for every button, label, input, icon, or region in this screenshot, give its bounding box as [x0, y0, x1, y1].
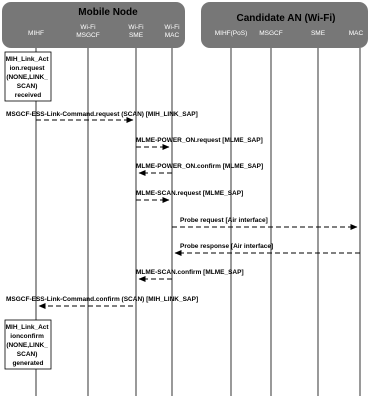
- label-power-on-request: MLME-POWER_ON.request [MLME_SAP]: [136, 137, 263, 144]
- message-arrows: [36, 120, 360, 306]
- label-link-command-request: MSGCF-ESS-Link-Command.request (SCAN) [MIH_LINK_SAP]: [6, 111, 198, 118]
- label-probe-response: Probe response [Air interface]: [180, 243, 274, 250]
- candidate-an-header: [201, 2, 368, 48]
- lane-label-mn-msgcf: Wi-Fi MSGCF: [76, 24, 100, 39]
- mobile-node-title: Mobile Node: [78, 7, 138, 18]
- lane-label-mn-mihf: MIHF: [28, 30, 44, 37]
- message-labels: [6, 111, 273, 303]
- label-scan-request: MLME-SCAN.request [MLME_SAP]: [136, 190, 244, 197]
- note-request-received: [5, 52, 51, 101]
- label-scan-confirm: MLME-SCAN.confirm [MLME_SAP]: [136, 269, 244, 276]
- lane-label-an-sme: SME: [310, 30, 326, 37]
- candidate-an-title: Candidate AN (Wi-Fi): [236, 13, 336, 24]
- lane-label-an-mac: MAC: [348, 30, 364, 37]
- lane-label-an-mihf: MIHF(PoS): [214, 30, 248, 37]
- lane-label-mn-sme: Wi-Fi SME: [128, 24, 144, 39]
- note-confirm-generated: [5, 320, 51, 369]
- lane-label-mn-mac: Wi-Fi MAC: [164, 24, 180, 39]
- note-request-text: MIH_Link_Act ion.request (NONE,LINK_ SCAN) received: [5, 56, 49, 99]
- note-confirm-text: MIH_Link_Act ionconfirm (NONE,LINK_ SCAN) generated: [5, 324, 49, 367]
- label-probe-request: Probe request [Air interface]: [180, 217, 268, 224]
- label-link-command-confirm: MSGCF-ESS-Link-Command.confirm (SCAN) [MIH_LINK_SAP]: [6, 296, 199, 303]
- lane-label-an-msgcf: MSGCF: [259, 30, 283, 37]
- label-power-on-confirm: MLME-POWER_ON.confirm [MLME_SAP]: [136, 163, 264, 170]
